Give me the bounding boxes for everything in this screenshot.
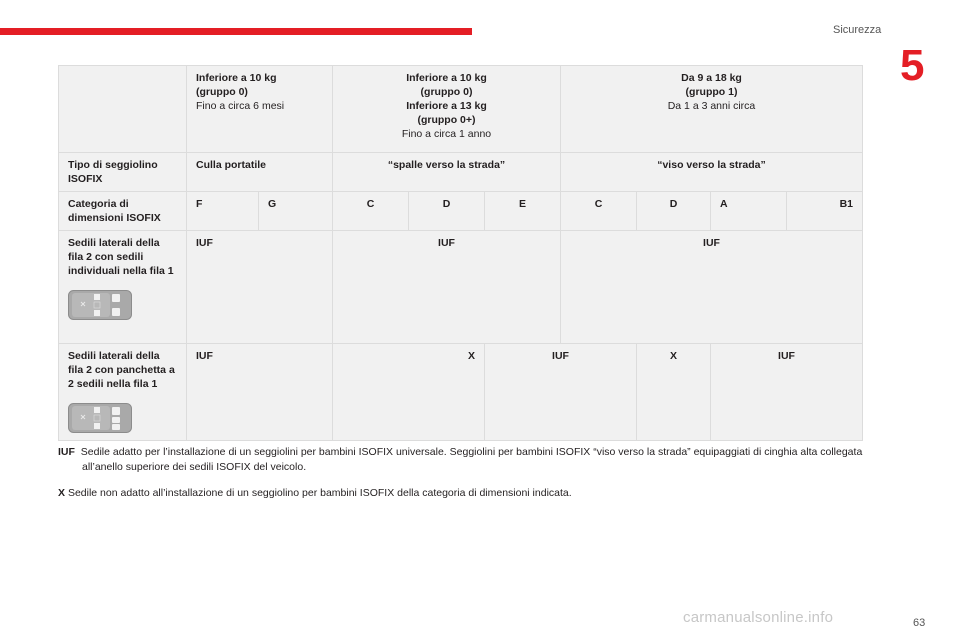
table-row-type [59, 153, 863, 192]
size-cell: F [187, 192, 259, 231]
table-row-weight [59, 66, 863, 153]
size-cell: B1 [787, 192, 863, 231]
cell-value: IUF [187, 344, 333, 441]
header-cell-group1: Da 9 a 18 kg (gruppo 1) Da 1 a 3 anni circa [561, 66, 863, 153]
cell-value: IUF [711, 344, 863, 441]
empty-cell [59, 66, 187, 153]
van-seats-diagram-icon [68, 403, 132, 433]
cell-value: IUF [485, 344, 637, 441]
van-seats-diagram-icon [68, 290, 132, 320]
row-label: Tipo di seggiolino ISOFIX [59, 153, 187, 192]
legend-key: X [58, 487, 66, 499]
size-cell: C [333, 192, 409, 231]
table-row-seats-individual [59, 231, 863, 344]
size-cell: G [259, 192, 333, 231]
header-cell-group0: Inferiore a 10 kg (gruppo 0) Fino a circa 6 mesi [187, 66, 333, 153]
row-label-cell [59, 231, 187, 344]
row-label: Sedili laterali della fila 2 con sedili individuali nella fila 1 [68, 237, 174, 277]
size-cell: D [409, 192, 485, 231]
page-number: 63 [913, 617, 926, 629]
legend-text: Sedile adatto per l’installazione di un seggiolini per bambini ISOFIX universale. Seggiolini per bambini ISOFIX “viso verso la strada” equipaggiati di cinghia alta collegata all’anello superiore dei sedili ISOFIX del veicolo. [80, 446, 863, 473]
header-cell-group0plus: Inferiore a 10 kg (gruppo 0) Inferiore a 13 kg (gruppo 0+) Fino a circa 1 anno [333, 66, 561, 153]
size-cell: A [711, 192, 787, 231]
legend-text: Sedile non adatto all’installazione di un seggiolino per bambini ISOFIX della categoria di dimensioni indicata. [67, 487, 572, 499]
cell-value: X [333, 344, 485, 441]
size-cell: D [637, 192, 711, 231]
legend-key: IUF [58, 446, 75, 458]
isofix-table [58, 65, 863, 441]
section-title: Sicurezza [833, 24, 882, 36]
cell-value: Culla portatile [187, 153, 333, 192]
cell-value: “spalle verso la strada” [333, 153, 561, 192]
row-label-cell [59, 344, 187, 441]
cell-value: IUF [561, 231, 863, 344]
table-row-size [59, 192, 863, 231]
legend-note-x [58, 486, 878, 501]
row-label: Categoria di dimensioni ISOFIX [59, 192, 187, 231]
chapter-number: 5 [900, 41, 925, 90]
size-cell: E [485, 192, 561, 231]
table-row-seats-bench [59, 344, 863, 441]
row-label: Sedili laterali della fila 2 con panchetta a 2 sedili nella fila 1 [68, 350, 175, 390]
cell-value: IUF [333, 231, 561, 344]
watermark: carmanualsonline.info [683, 609, 834, 626]
size-cell: C [561, 192, 637, 231]
cell-value: IUF [187, 231, 333, 344]
cell-value: “viso verso la strada” [561, 153, 863, 192]
cell-value: X [637, 344, 711, 441]
legend-note-iuf [58, 445, 902, 475]
header-red-bar [0, 28, 472, 35]
